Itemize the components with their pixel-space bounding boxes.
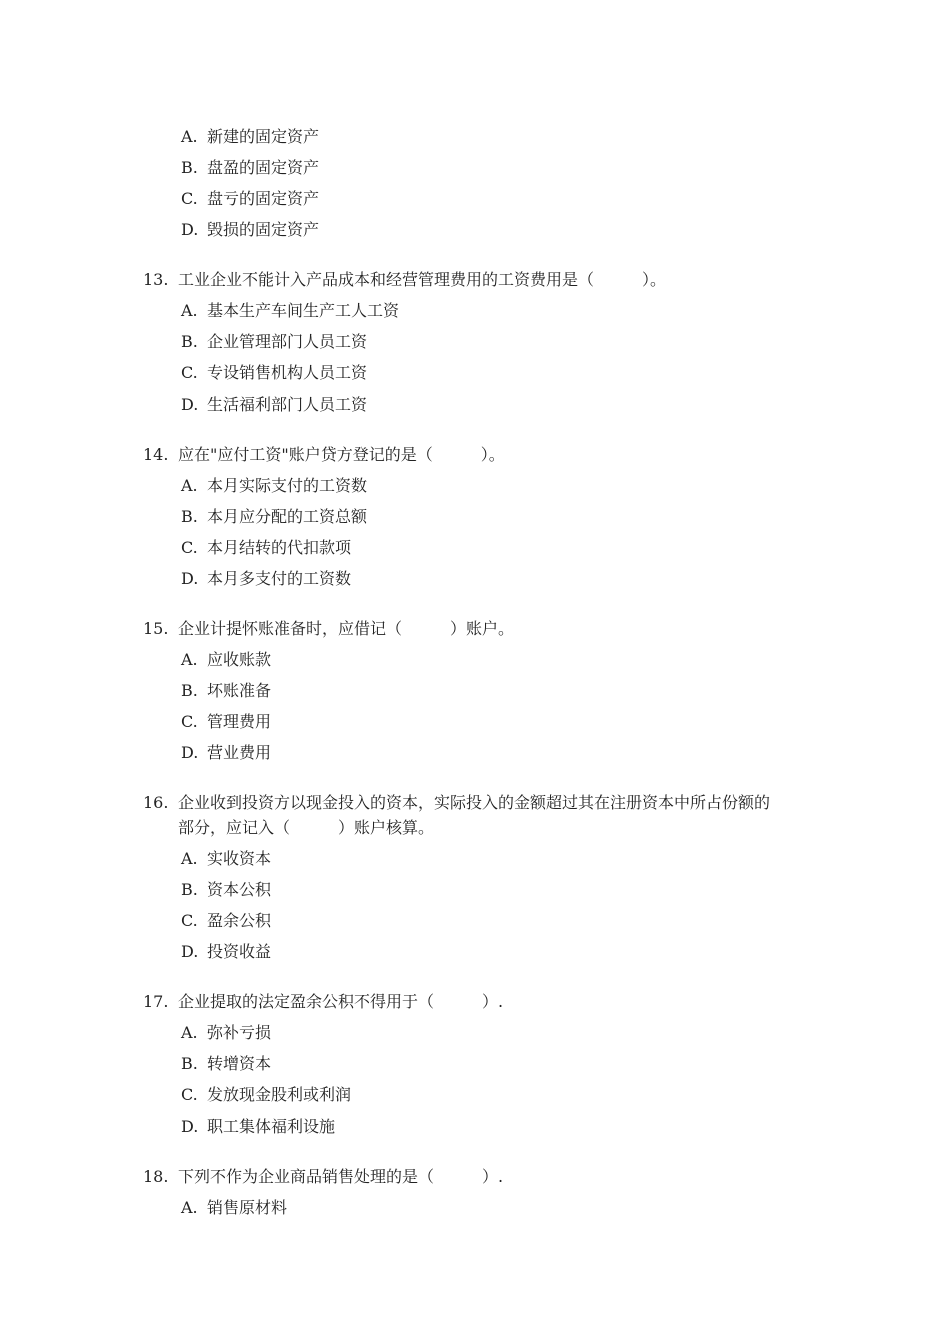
option-q15-a: A. 应收账款 [181, 650, 272, 669]
question-16-number: 16. [143, 793, 169, 812]
option-q18-a: A. 销售原材料 [181, 1198, 288, 1217]
option-q14-c: C. 本月结转的代扣款项 [181, 538, 352, 557]
option-q16-c: C. 盈余公积 [181, 911, 272, 930]
option-q14-b: B. 本月应分配的工资总额 [181, 507, 368, 526]
question-17-number: 17. [143, 992, 169, 1011]
option-q16-b: B. 资本公积 [181, 880, 272, 899]
option-q16-d: D. 投资收益 [181, 942, 272, 961]
option-q17-d: D. 职工集体福利设施 [181, 1117, 336, 1136]
option-q14-d: D. 本月多支付的工资数 [181, 569, 352, 588]
question-15-number: 15. [143, 619, 169, 638]
option-q13-d: D. 生活福利部门人员工资 [181, 395, 368, 414]
option-q14-a: A. 本月实际支付的工资数 [181, 476, 368, 495]
question-16-stem-continued: 部分，应记入（ ）账户核算。 [178, 818, 435, 837]
option-q17-c: C. 发放现金股利或利润 [181, 1085, 352, 1104]
question-15-stem: 企业计提怀账准备时，应借记（ ）账户。 [178, 619, 515, 638]
question-16-stem: 企业收到投资方以现金投入的资本，实际投入的金额超过其在注册资本中所占份额的 [178, 793, 771, 812]
question-13-stem: 工业企业不能计入产品成本和经营管理费用的工资费用是（ ）。 [178, 270, 667, 289]
question-14-stem: 应在"应付工资"账户贷方登记的是（ ）。 [178, 445, 505, 464]
question-14-number: 14. [143, 445, 169, 464]
option-q13-b: B. 企业管理部门人员工资 [181, 332, 368, 351]
option-q17-b: B. 转增资本 [181, 1054, 272, 1073]
question-17-stem: 企业提取的法定盈余公积不得用于（ ）. [178, 992, 504, 1011]
option-q16-a: A. 实收资本 [181, 849, 272, 868]
option-q15-d: D. 营业费用 [181, 743, 272, 762]
option-q17-a: A. 弥补亏损 [181, 1023, 272, 1042]
option-q13-c: C. 专设销售机构人员工资 [181, 363, 368, 382]
option-q12-d: D. 毁损的固定资产 [181, 220, 320, 239]
option-q12-b: B. 盘盈的固定资产 [181, 158, 320, 177]
question-18-number: 18. [143, 1167, 169, 1186]
option-q15-c: C. 管理费用 [181, 712, 272, 731]
option-q12-a: A. 新建的固定资产 [181, 127, 320, 146]
option-q12-c: C. 盘亏的固定资产 [181, 189, 320, 208]
question-18-stem: 下列不作为企业商品销售处理的是（ ）. [178, 1167, 504, 1186]
option-q15-b: B. 坏账准备 [181, 681, 272, 700]
option-q13-a: A. 基本生产车间生产工人工资 [181, 301, 400, 320]
question-13-number: 13. [143, 270, 169, 289]
